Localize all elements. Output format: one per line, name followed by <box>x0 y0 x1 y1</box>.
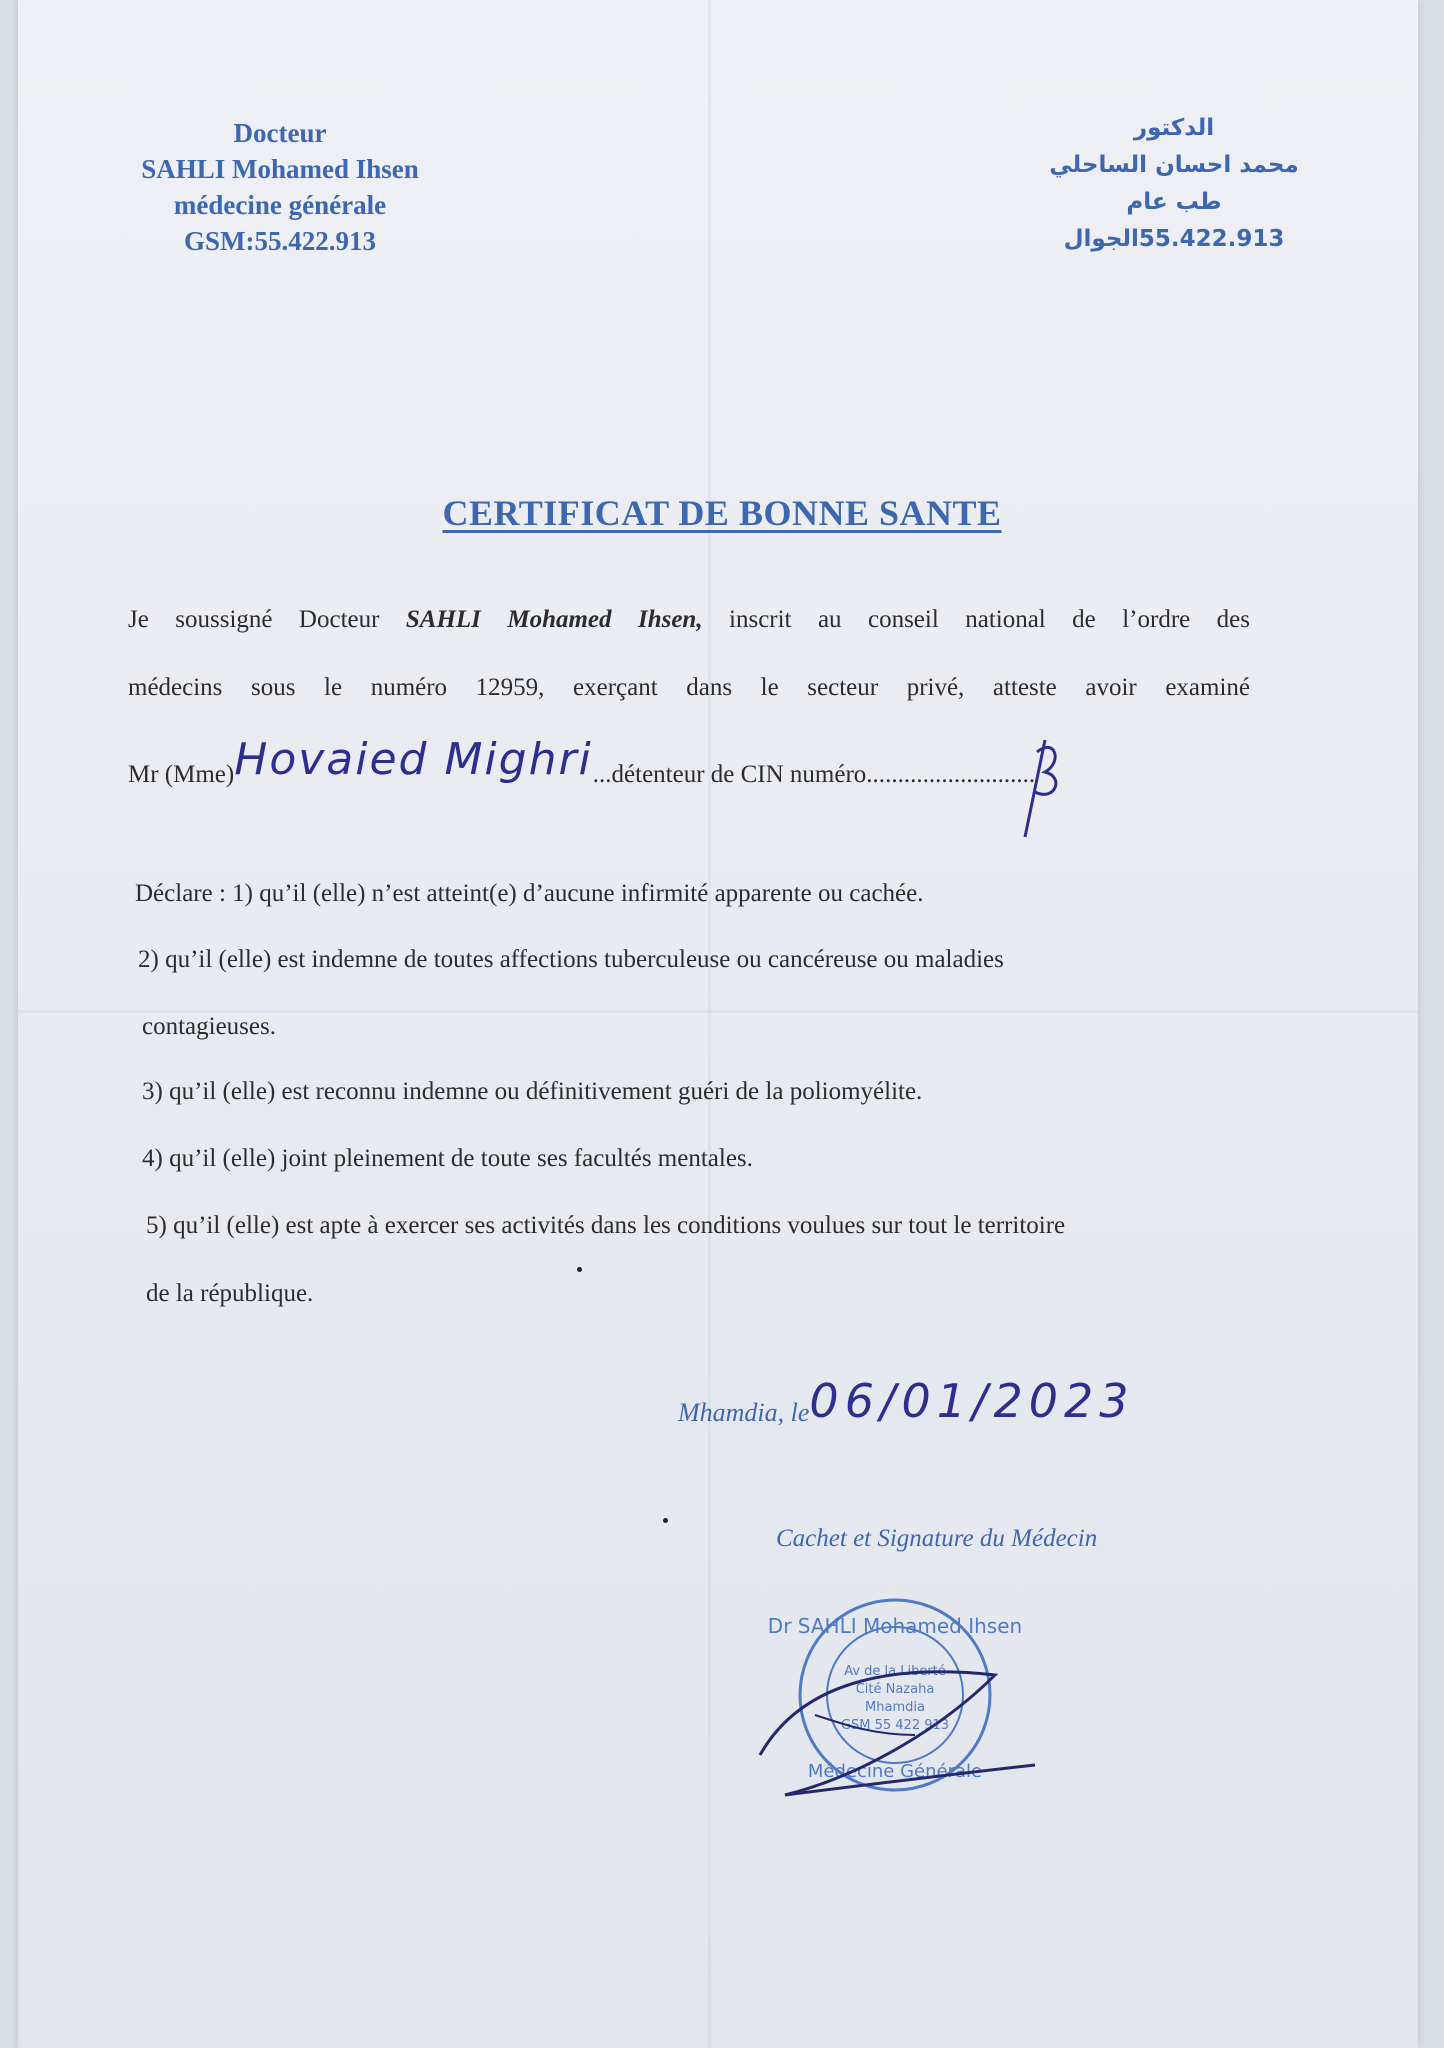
body-line-3 <box>128 734 1250 793</box>
svg-text:GSM 55 422 913: GSM 55 422 913 <box>840 1718 950 1733</box>
declaration-1: Déclare : 1) qu’il (elle) n’est atteint(e) d’aucune infirmité apparente ou cachée. <box>135 880 924 907</box>
letterhead-title: Docteur <box>233 118 327 148</box>
declaration-4: 4) qu’il (elle) joint pleinement de toute ses facultés mentales. <box>142 1145 753 1172</box>
letterhead-ar-phone: 55.422.913الجوال <box>1063 226 1285 252</box>
svg-text:Médecine Générale: Médecine Générale <box>807 1761 983 1782</box>
body-line-1 <box>128 606 1250 634</box>
declaration-5: 5) qu’il (elle) est apte à exercer ses activités dans les conditions voulues sur tout le territoire <box>146 1212 1066 1239</box>
declaration-5-cont: de la république. <box>146 1280 314 1307</box>
letterhead-left <box>90 115 470 259</box>
letterhead-doctor-name: SAHLI Mohamed Ihsen <box>141 154 419 184</box>
letterhead-ar-title: الدكتور <box>1133 115 1215 141</box>
patient-prefix: Mr (Mme) <box>128 761 235 788</box>
place-date-line <box>678 1374 1135 1432</box>
svg-text:Av de la Liberté: Av de la Liberté <box>844 1664 946 1679</box>
place-label: Mhamdia, le <box>678 1398 810 1427</box>
date-handwritten: 06/01/2023 <box>809 1374 1135 1428</box>
letterhead-phone: GSM:55.422.913 <box>184 226 376 256</box>
certificate-title: CERTIFICAT DE BONNE SANTE <box>442 493 1002 533</box>
letterhead-specialty: médecine générale <box>173 190 387 220</box>
declaration-2-cont: contagieuses. <box>142 1013 276 1040</box>
cin-scribble-mark <box>1015 732 1075 842</box>
body-registration: inscrit au conseil national de l’ordre des <box>729 606 1250 633</box>
fold-crease <box>708 0 711 2048</box>
body-doctor-name: SAHLI Mohamed Ihsen, <box>405 606 703 633</box>
ink-dot <box>663 1518 668 1523</box>
svg-text:Mhamdia: Mhamdia <box>865 1700 925 1715</box>
cin-label: ...détenteur de CIN numéro... <box>592 761 886 788</box>
body-intro: Je soussigné Docteur <box>128 606 380 633</box>
signature-label: Cachet et Signature du Médecin <box>776 1525 1098 1552</box>
letterhead-ar-doctor-name: محمد احسان الساحلي <box>1049 152 1299 178</box>
cin-dots: ........................ <box>885 761 1036 788</box>
body-line-2: médecins sous le numéro 12959, exerçant dans le secteur privé, atteste avoir examiné <box>128 674 1250 701</box>
declaration-2: 2) qu’il (elle) est indemne de toutes affections tuberculeuse ou cancéreuse ou maladies <box>138 946 1004 973</box>
patient-name-handwritten: Hovaied Mighri <box>234 734 593 785</box>
letterhead-right-arabic <box>1014 110 1334 258</box>
letterhead-ar-specialty: طب عام <box>1126 189 1222 215</box>
svg-text:Cité Nazaha: Cité Nazaha <box>855 1682 935 1697</box>
declaration-3: 3) qu’il (elle) est reconnu indemne ou définitivement guéri de la poliomyélite. <box>142 1078 923 1105</box>
svg-text:Dr SAHLI Mohamed Ihsen: Dr SAHLI Mohamed Ihsen <box>767 1614 1023 1638</box>
doctor-stamp <box>745 1585 1045 1815</box>
ink-dot <box>577 1267 582 1272</box>
